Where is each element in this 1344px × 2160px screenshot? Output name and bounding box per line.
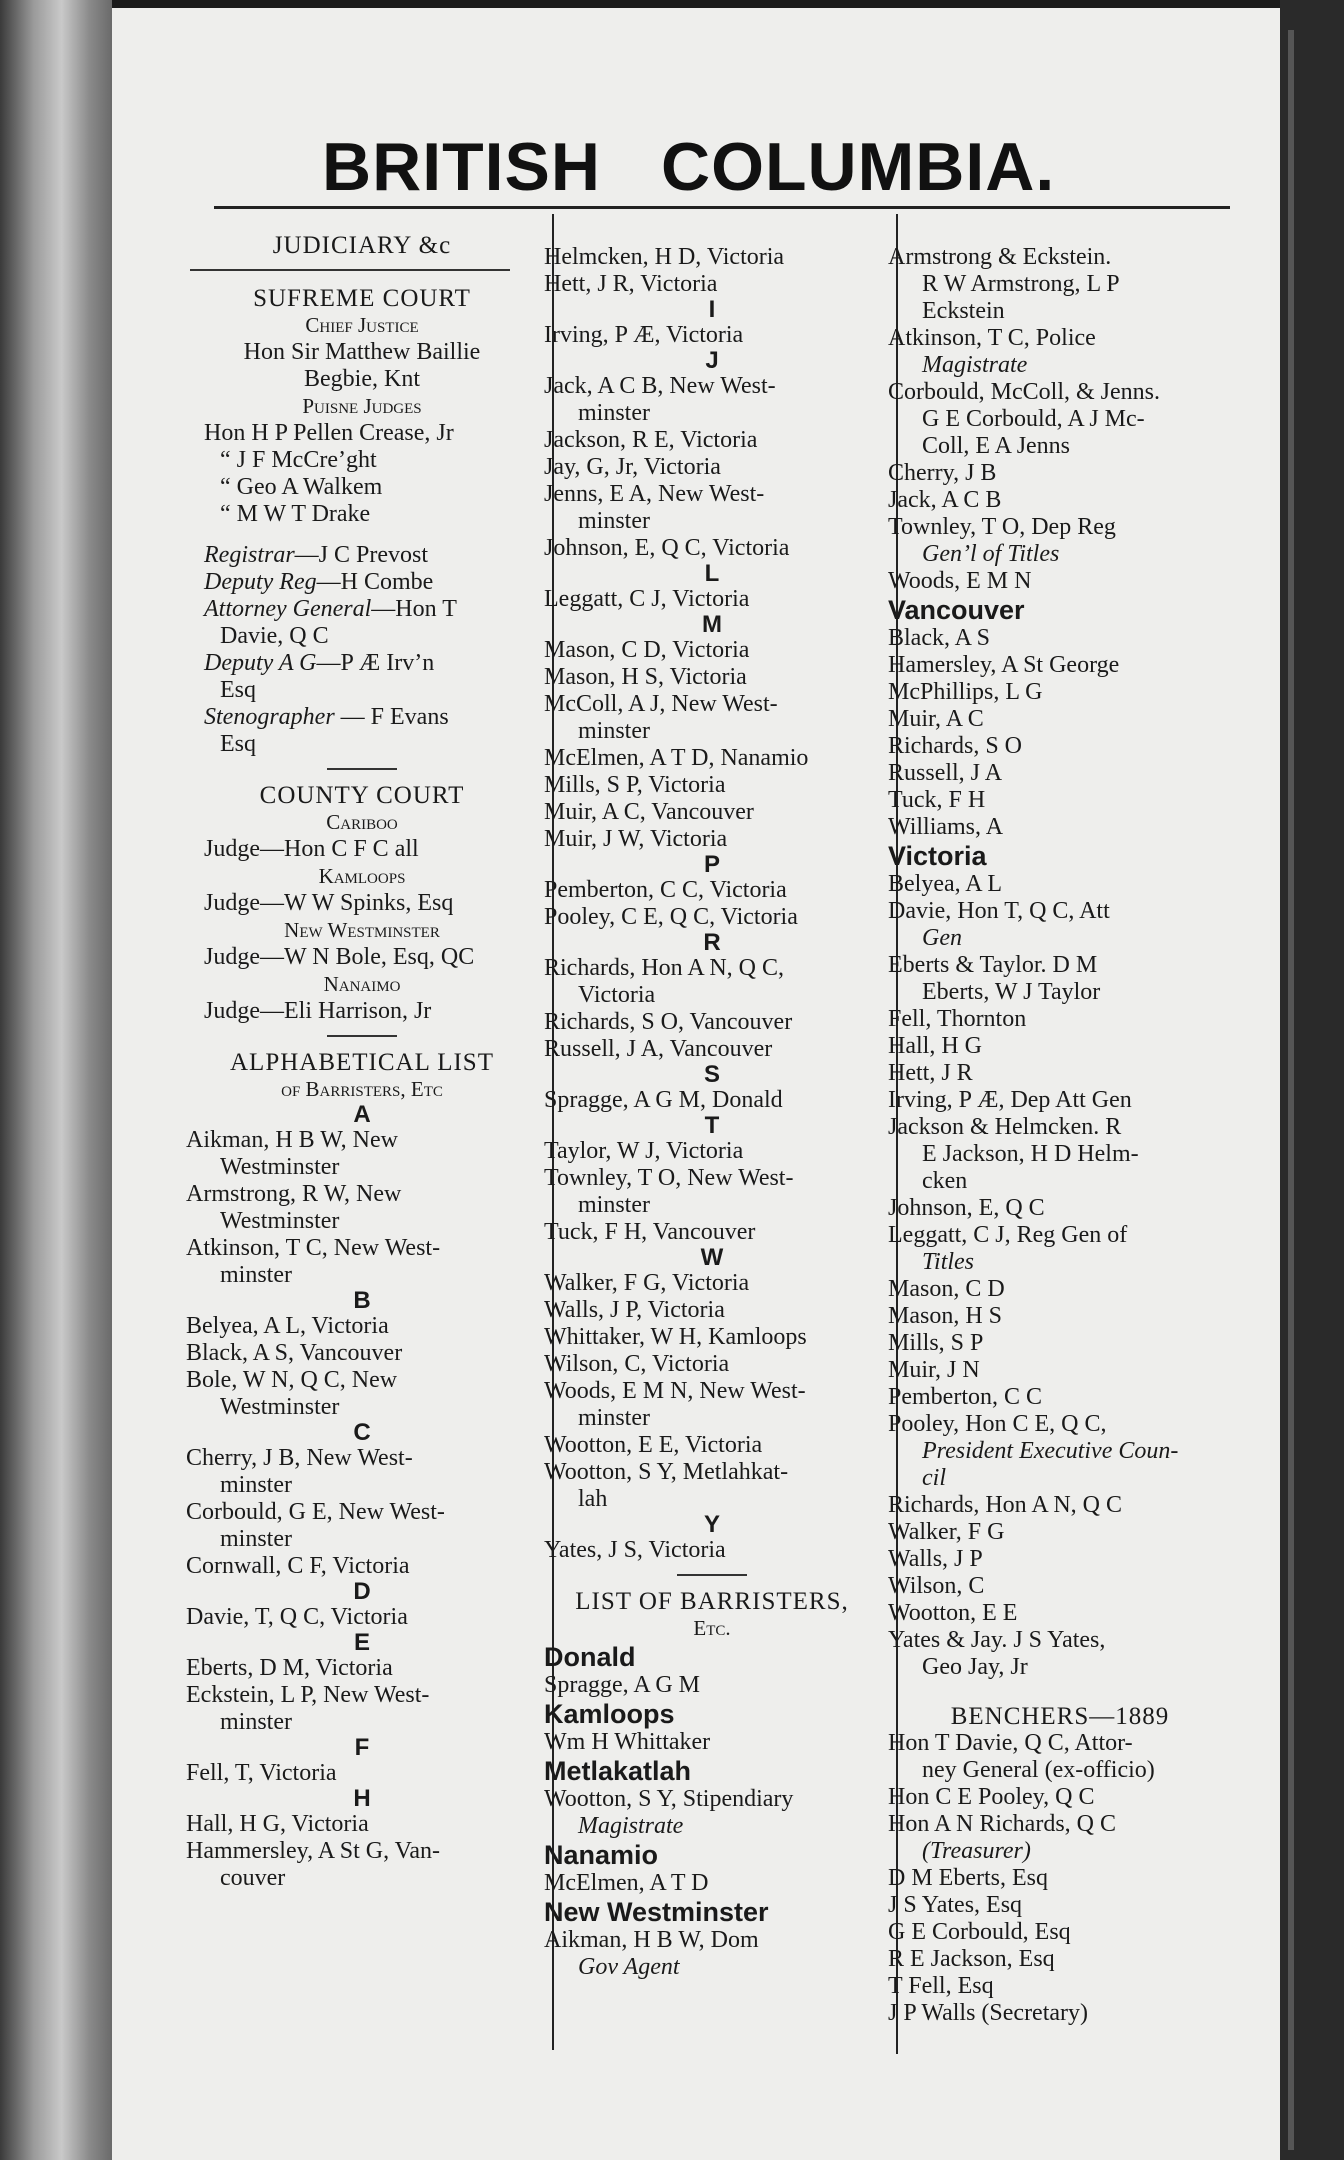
section-letter: T — [704, 1112, 720, 1139]
entry-continuation: couver — [220, 1865, 286, 1891]
entry-continuation: Gen’l of Titles — [922, 541, 1060, 567]
list-entry: Leggatt, C J, Victoria — [544, 586, 750, 612]
list-entry: Aikman, H B W, New — [186, 1127, 398, 1153]
alphabetical-entries-cont — [544, 244, 880, 1564]
list-entry: Townley, T O, New West- — [544, 1165, 794, 1191]
place-heading: New Westminster — [544, 1897, 769, 1927]
list-entry: Richards, S O, Vancouver — [544, 1009, 793, 1035]
office-holder: — F Evans — [334, 704, 449, 730]
district-label: New Westminster — [284, 918, 440, 942]
district-judge: Judge—Eli Harrison, Jr — [204, 998, 432, 1024]
section-letter: B — [353, 1287, 371, 1314]
list-entry: Russell, J A — [888, 760, 1003, 786]
section-letter: A — [353, 1101, 371, 1128]
list-entry: Belyea, A L — [888, 871, 1002, 897]
list-entry: Armstrong, R W, New — [186, 1181, 402, 1207]
list-entry: Jenns, E A, New West- — [544, 481, 765, 507]
book-spine — [0, 0, 112, 2160]
list-entry: Mason, C D, Victoria — [544, 637, 750, 663]
list-entry: Richards, Hon A N, Q C — [888, 1492, 1122, 1518]
list-entry: McColl, A J, New West- — [544, 691, 778, 717]
list-entry: Walls, J P — [888, 1546, 983, 1572]
list-entry: Belyea, A L, Victoria — [186, 1313, 389, 1339]
list-entry: D M Eberts, Esq — [888, 1865, 1048, 1891]
entry-continuation: Victoria — [578, 982, 656, 1008]
section-letter: H — [353, 1785, 371, 1812]
list-entry: Muir, J N — [888, 1357, 980, 1383]
list-entry: Yates & Jay. J S Yates, — [888, 1627, 1106, 1653]
list-entry: Richards, S O — [888, 733, 1022, 759]
section-letter: D — [353, 1578, 371, 1605]
title-word-2: COLUMBIA. — [661, 129, 1056, 205]
section-rule — [190, 269, 510, 271]
entry-continuation: minster — [220, 1709, 292, 1735]
section-letter: L — [704, 560, 720, 587]
list-entry: Irving, P Æ, Dep Att Gen — [888, 1087, 1132, 1113]
list-entry: Bole, W N, Q C, New — [186, 1367, 398, 1393]
supreme-court-heading: SUFREME COURT — [253, 285, 471, 312]
stenographer-line — [186, 704, 538, 731]
entry-continuation: Geo Jay, Jr — [922, 1654, 1028, 1680]
list-entry: Yates, J S, Victoria — [544, 1537, 726, 1563]
list-entry: Wilson, C, Victoria — [544, 1351, 730, 1377]
entry-continuation: Westminster — [220, 1208, 340, 1234]
entry-continuation: Magistrate — [922, 352, 1028, 378]
entry-continuation: Titles — [922, 1249, 975, 1275]
entry-continuation: Magistrate — [578, 1813, 684, 1839]
list-entry: Walker, F G, Victoria — [544, 1270, 750, 1296]
list-by-place-subheading: Etc. — [693, 1616, 731, 1640]
spacer — [186, 528, 538, 542]
district-judge: Judge—W W Spinks, Esq — [204, 890, 454, 916]
list-entry: Hon C E Pooley, Q C — [888, 1784, 1095, 1810]
office-label: Attorney General — [204, 596, 372, 622]
list-entry: Mills, S P — [888, 1330, 984, 1356]
list-entry: Cornwall, C F, Victoria — [186, 1553, 410, 1579]
spacer — [888, 1681, 1232, 1703]
office-holder: —J C Prevost — [294, 542, 429, 568]
list-entry: Hon T Davie, Q C, Attor- — [888, 1730, 1133, 1756]
entry-continuation: minster — [578, 1192, 650, 1218]
entry-continuation: Eberts, W J Taylor — [922, 979, 1101, 1005]
entry-continuation: cil — [922, 1465, 946, 1491]
list-entry: Hett, J R — [888, 1060, 973, 1086]
list-entry: Mason, C D — [888, 1276, 1005, 1302]
entry-continuation: minster — [578, 400, 650, 426]
office-label: Deputy A G — [204, 650, 317, 676]
deputy-registrar-line — [186, 569, 538, 596]
page-title — [322, 128, 1122, 206]
list-entry: Woods, E M N, New West- — [544, 1378, 806, 1404]
list-entry: Armstrong & Eckstein. — [888, 244, 1112, 270]
place-heading: Victoria — [888, 841, 987, 871]
places-list — [544, 1642, 880, 1981]
entry-continuation: Eckstein — [922, 298, 1005, 324]
district-label: Nanaimo — [323, 972, 401, 996]
chief-justice-name-cont: Begbie, Knt — [304, 366, 420, 392]
list-entry: Wilson, C — [888, 1573, 985, 1599]
title-rule — [214, 206, 1230, 209]
entry-continuation: ney General (ex-officio) — [922, 1757, 1155, 1783]
list-entry: Pemberton, C C, Victoria — [544, 877, 787, 903]
section-rule — [677, 1574, 747, 1576]
entry-continuation: minster — [578, 508, 650, 534]
list-entry: Walker, F G — [888, 1519, 1005, 1545]
list-entry: R E Jackson, Esq — [888, 1946, 1055, 1972]
list-entry: Whittaker, W H, Kamloops — [544, 1324, 807, 1350]
section-letter: P — [703, 851, 720, 878]
place-heading: Donald — [544, 1642, 636, 1672]
list-entry: Wootton, S Y, Stipendiary — [544, 1786, 794, 1812]
entry-continuation: Coll, E A Jenns — [922, 433, 1071, 459]
list-entry: McElmen, A T D — [544, 1870, 709, 1896]
section-letter: Y — [703, 1511, 720, 1538]
list-entry: Pooley, Hon C E, Q C, — [888, 1411, 1107, 1437]
list-entry: J P Walls (Secretary) — [888, 2000, 1089, 2026]
stenographer-cont: Esq — [220, 731, 256, 757]
list-entry: McElmen, A T D, Nanamio — [544, 745, 809, 771]
column-1 — [186, 232, 538, 1892]
puisne-judge: “ M W T Drake — [220, 501, 371, 527]
puisne-judge: “ J F McCre’ght — [220, 447, 377, 473]
office-holder: —Hon T — [371, 596, 457, 622]
list-entry: Hamersley, A St George — [888, 652, 1120, 678]
list-entry: Muir, J W, Victoria — [544, 826, 728, 852]
alphabetical-entries — [186, 1103, 538, 1892]
list-entry: Williams, A — [888, 814, 1004, 840]
list-entry: Atkinson, T C, New West- — [186, 1235, 441, 1261]
list-entry: Corbould, G E, New West- — [186, 1499, 445, 1525]
list-entry: Leggatt, C J, Reg Gen of — [888, 1222, 1128, 1248]
section-letter: I — [708, 296, 716, 323]
list-entry: Black, A S, Vancouver — [186, 1340, 403, 1366]
list-entry: Corbould, McColl, & Jenns. — [888, 379, 1161, 405]
list-entry: Atkinson, T C, Police — [888, 325, 1096, 351]
section-rule — [327, 768, 397, 770]
list-entry: Hall, H G — [888, 1033, 982, 1059]
office-holder: —H Combe — [316, 569, 434, 595]
page-edge — [1280, 0, 1344, 2160]
list-entry: Eberts, D M, Victoria — [186, 1655, 393, 1681]
puisne-judge: Hon H P Pellen Crease, Jr — [204, 420, 454, 446]
entry-continuation: minster — [220, 1526, 292, 1552]
list-entry: Aikman, H B W, Dom — [544, 1927, 759, 1953]
list-entry: Russell, J A, Vancouver — [544, 1036, 773, 1062]
list-entry: Black, A S — [888, 625, 991, 651]
entry-continuation: Westminster — [220, 1394, 340, 1420]
list-entry: Pooley, C E, Q C, Victoria — [544, 904, 798, 930]
list-entry: Muir, A C — [888, 706, 984, 732]
entry-continuation: minster — [578, 718, 650, 744]
list-entry: Johnson, E, Q C — [888, 1195, 1045, 1221]
list-entry: Tuck, F H — [888, 787, 986, 813]
list-entry: Davie, Hon T, Q C, Att — [888, 898, 1110, 924]
entry-continuation: minster — [220, 1262, 292, 1288]
section-letter: M — [702, 611, 722, 638]
place-heading: Nanamio — [544, 1840, 659, 1870]
section-rule — [327, 1035, 397, 1037]
benchers-list — [888, 1730, 1232, 2027]
place-heading: Kamloops — [544, 1699, 675, 1729]
entry-continuation: Westminster — [220, 1154, 340, 1180]
attorney-general-line — [186, 596, 538, 623]
list-entry: T Fell, Esq — [888, 1973, 994, 1999]
list-entry: Cherry, J B — [888, 460, 997, 486]
entry-continuation: minster — [578, 1405, 650, 1431]
entry-continuation: R W Armstrong, L P — [922, 271, 1120, 297]
puisne-judge: “ Geo A Walkem — [220, 474, 383, 500]
list-entry: Wootton, E E, Victoria — [544, 1432, 763, 1458]
attorney-general-cont: Davie, Q C — [220, 623, 329, 649]
section-letter: S — [703, 1061, 720, 1088]
entry-continuation: President Executive Coun- — [922, 1438, 1179, 1464]
list-entry: Hon A N Richards, Q C — [888, 1811, 1116, 1837]
district-judge: Judge—Hon C F C all — [204, 836, 419, 862]
list-entry: Irving, P Æ, Victoria — [544, 322, 744, 348]
place-heading: Vancouver — [888, 595, 1025, 625]
deputy-ag-line — [186, 650, 538, 677]
entry-continuation: lah — [578, 1486, 608, 1512]
list-entry: J S Yates, Esq — [888, 1892, 1023, 1918]
section-letter: J — [705, 347, 719, 374]
puisne-judges-label: Puisne Judges — [302, 394, 422, 418]
office-label: Stenographer — [204, 704, 335, 730]
title-word-1: BRITISH — [322, 129, 601, 205]
list-entry: Eberts & Taylor. D M — [888, 952, 1098, 978]
list-entry: Wootton, S Y, Metlahkat- — [544, 1459, 789, 1485]
list-entry: Hall, H G, Victoria — [186, 1811, 369, 1837]
list-entry: Hammersley, A St G, Van- — [186, 1838, 440, 1864]
list-entry: Mills, S P, Victoria — [544, 772, 726, 798]
section-letter: R — [703, 929, 721, 956]
district-label: Cariboo — [326, 810, 398, 834]
list-entry: Pemberton, C C — [888, 1384, 1042, 1410]
list-entry: Eckstein, L P, New West- — [186, 1682, 430, 1708]
list-entry: G E Corbould, Esq — [888, 1919, 1071, 1945]
entry-continuation: Gov Agent — [578, 1954, 680, 1980]
list-entry: McPhillips, L G — [888, 679, 1043, 705]
list-entry: Taylor, W J, Victoria — [544, 1138, 744, 1164]
list-entry: Cherry, J B, New West- — [186, 1445, 413, 1471]
alphabetical-list-subheading: of Barristers, Etc — [281, 1077, 443, 1101]
district-judge: Judge—W N Bole, Esq, QC — [204, 944, 475, 970]
entry-continuation: E Jackson, H D Helm- — [922, 1141, 1139, 1167]
list-entry: Hett, J R, Victoria — [544, 271, 718, 297]
office-holder: —P Æ Irv’n — [316, 650, 435, 676]
list-entry: Fell, T, Victoria — [186, 1760, 337, 1786]
list-entry: Mason, H S, Victoria — [544, 664, 747, 690]
list-entry: Mason, H S — [888, 1303, 1003, 1329]
section-letter: W — [700, 1244, 724, 1271]
section-letter: F — [354, 1734, 370, 1761]
list-entry: Jackson & Helmcken. R — [888, 1114, 1122, 1140]
list-entry: Muir, A C, Vancouver — [544, 799, 754, 825]
section-letter: C — [353, 1419, 371, 1446]
entry-continuation: Gen — [922, 925, 962, 951]
section-letter: E — [353, 1629, 370, 1656]
chief-justice-name: Hon Sir Matthew Baillie — [243, 339, 481, 365]
entry-continuation: cken — [922, 1168, 968, 1194]
place-heading: Metlakatlah — [544, 1756, 692, 1786]
entry-continuation: (Treasurer) — [922, 1838, 1031, 1864]
list-entry: Spragge, A G M — [544, 1672, 700, 1698]
entry-continuation: minster — [220, 1472, 292, 1498]
list-entry: Wootton, E E — [888, 1600, 1018, 1626]
list-entry: Tuck, F H, Vancouver — [544, 1219, 756, 1245]
column-2 — [544, 244, 880, 1981]
column-3 — [888, 244, 1232, 2027]
county-court-heading: COUNTY COURT — [259, 782, 465, 809]
alphabetical-list-heading: ALPHABETICAL LIST — [230, 1049, 494, 1076]
registrar-line — [186, 542, 538, 569]
list-by-place-heading: LIST OF BARRISTERS, — [575, 1588, 849, 1615]
deputy-ag-cont: Esq — [220, 677, 256, 703]
entry-continuation: G E Corbould, A J Mc- — [922, 406, 1145, 432]
district-label: Kamloops — [318, 864, 406, 888]
list-entry: Johnson, E, Q C, Victoria — [544, 535, 790, 561]
list-entry: Fell, Thornton — [888, 1006, 1027, 1032]
benchers-heading: BENCHERS—1889 — [950, 1703, 1170, 1730]
list-entry: Woods, E M N — [888, 568, 1032, 594]
judiciary-heading: JUDICIARY &c — [272, 232, 452, 259]
list-entry: Townley, T O, Dep Reg — [888, 514, 1116, 540]
office-label: Deputy Reg — [204, 569, 317, 595]
list-entry: Richards, Hon A N, Q C, — [544, 955, 784, 981]
firms-list — [888, 244, 1232, 1681]
list-entry: Wm H Whittaker — [544, 1729, 711, 1755]
list-entry: Jack, A C B — [888, 487, 1002, 513]
list-entry: Spragge, A G M, Donald — [544, 1087, 783, 1113]
office-label: Registrar — [204, 542, 295, 568]
list-entry: Davie, T, Q C, Victoria — [186, 1604, 408, 1630]
list-entry: Jackson, R E, Victoria — [544, 427, 758, 453]
chief-justice-label: Chief Justice — [305, 313, 419, 337]
list-entry: Jack, A C B, New West- — [544, 373, 776, 399]
list-entry: Walls, J P, Victoria — [544, 1297, 725, 1323]
list-entry: Jay, G, Jr, Victoria — [544, 454, 721, 480]
list-entry: Helmcken, H D, Victoria — [544, 244, 785, 270]
